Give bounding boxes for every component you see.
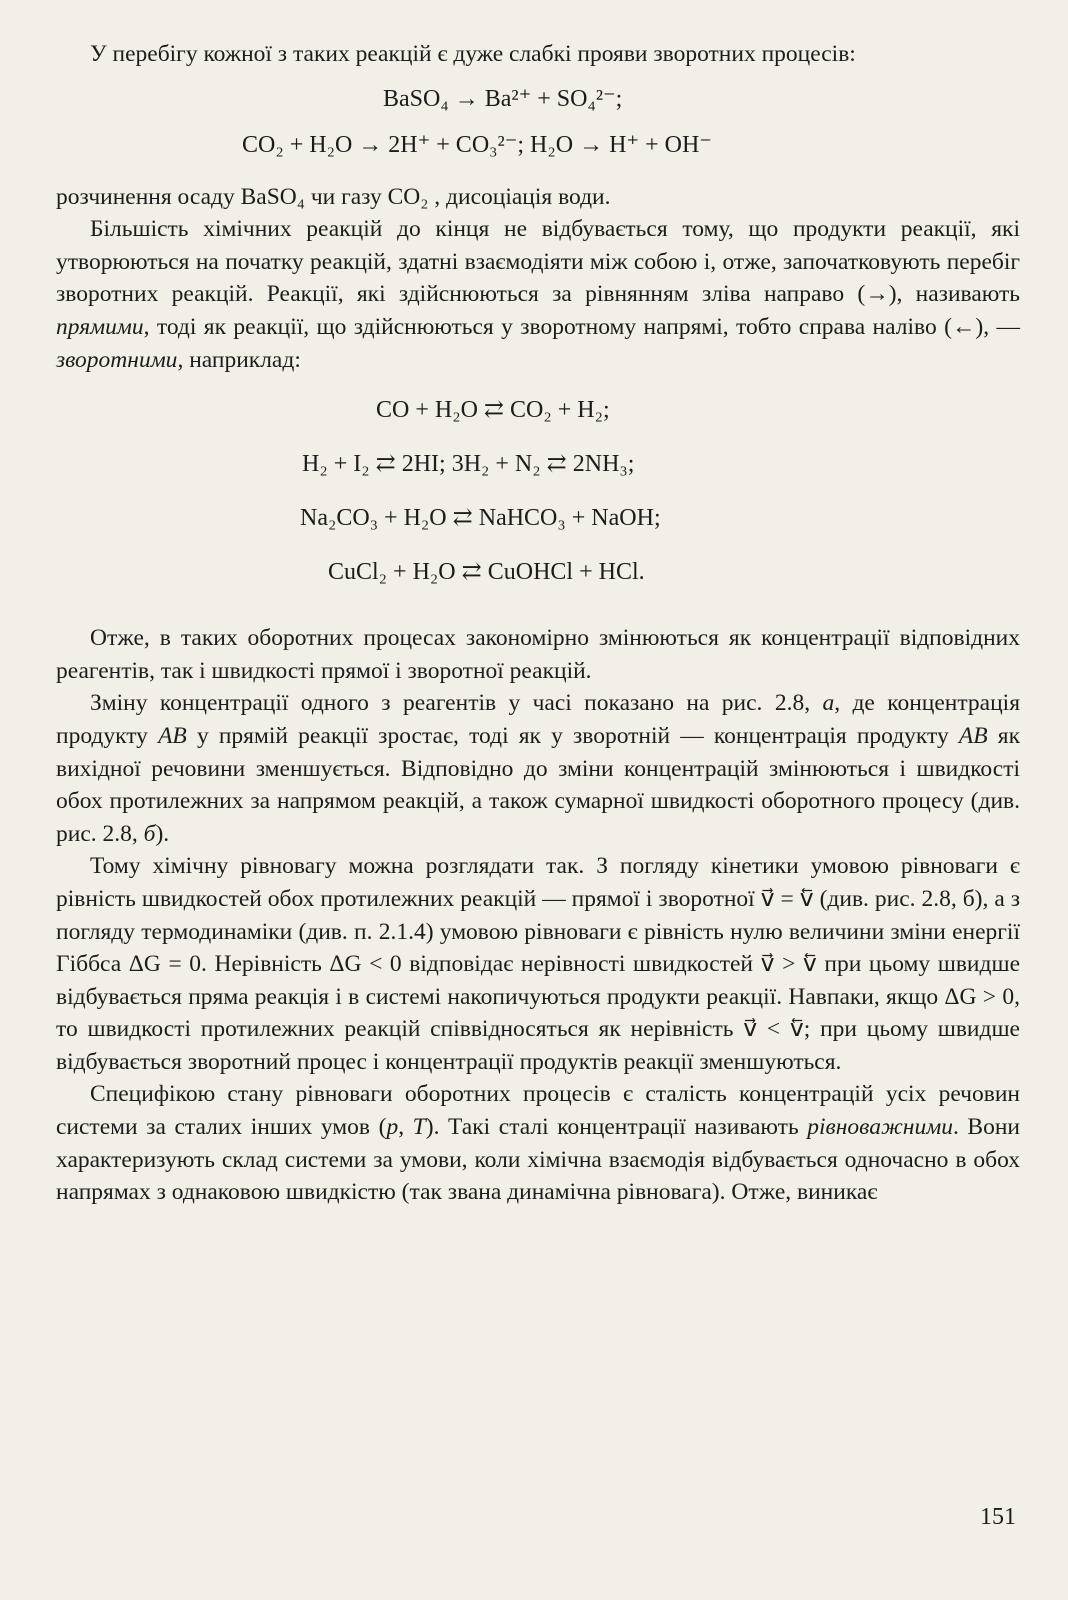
page-number: 151 [980,1504,1016,1530]
paragraph-dissolution: розчинення осаду BaSO₄ чи газу CO₂ , дисоціація води. [56,183,611,210]
paragraph-concentrations: Отже, в таких оборотних процесах закономірно змінюються як концентрації відповідних реагентів, так і швидкості прямої і зворотної реакцій. [56,625,1020,684]
paragraph-figure-2-8: Зміну концентрації одного з реагентів у часі показано на рис. 2.8, а, де концентрація продукту AB у прямій реакції зростає, тоді як у зворотній — концентрація продукту AB як вихідної речовини зменшується. Відповідно до зміни концентрацій змінюються і швидкості обох протилежних за напрямом реакцій, а також сумарної швидкості оборотного процесу (див. рис. 2.8, б). [56,690,1021,847]
equation-3: CO + H₂O ⇄ CO₂ + H₂; [376,397,610,424]
equation-5: Na₂CO₃ + H₂O ⇄ NaHCO₃ + NaOH; [300,505,661,532]
equation-4: H₂ + I₂ ⇄ 2HI; 3H₂ + N₂ ⇄ 2NH₃; [302,451,635,478]
paragraph-equilibrium: Тому хімічну рівновагу можна розглядати так. З погляду кінетики умовою рівноваги є рівність швидкостей обох протилежних реакцій — прямої і зворотної v⃗ = v⃖ (див. рис. 2.8, б), а з погляду термодинаміки (див. п. 2.1.4) умовою рівноваги є рівність нулю величини зміни енергії Гіббса ΔG = 0. Нерівність ΔG < 0 відповідає нерівності швидкостей v⃗ > v⃖ при цьому швидше відбувається пряма реакція і в системі накопичуються продукти реакції. Навпаки, якщо ΔG > 0, то швидкості протилежних реакцій співвідносяться як нерівність v⃗ < v⃖; при цьому швидше відбувається зворотний процес і концентрації продуктів реакції зменшуються. [56,853,1020,1075]
equation-2: CO₂ + H₂O → 2H⁺ + CO₃²⁻; H₂O → H⁺ + OH⁻ [242,131,712,158]
equation-1: BaSO₄ → Ba²⁺ + SO₄²⁻; [383,85,623,112]
paragraph-equilibrium-concentrations: Специфікою стану рівноваги оборотних процесів є сталість концентрацій усіх речовин системи за сталих інших умов (p, T). Такі сталі концентрації називають рівноважними. Вони характеризують склад системи за умови, коли хімічна взаємодія відбувається одночасно в обох напрямах з однаковою швидкістю (так звана динамічна рівновага). Отже, виникає [56,1081,1021,1206]
paragraph-reversible: Більшість хімічних реакцій до кінця не відбувається тому, що продукти реакції, які утворюються на початку реакцій, здатні взаємодіяти між собою і, отже, започатковують перебіг зворотних реакцій. Реакції, які здійснюються за рівнянням зліва направо (→), називають прямими, тоді як реакції, що здійснюються у зворотному напрямі, тобто справа наліво (←), — зворотними, наприклад: [56,216,1020,373]
paragraph-intro: У перебігу кожної з таких реакцій є дуже слабкі прояви зворотних процесів: [90,41,856,67]
equation-6: CuCl₂ + H₂O ⇄ CuOHCl + HCl. [328,559,645,586]
